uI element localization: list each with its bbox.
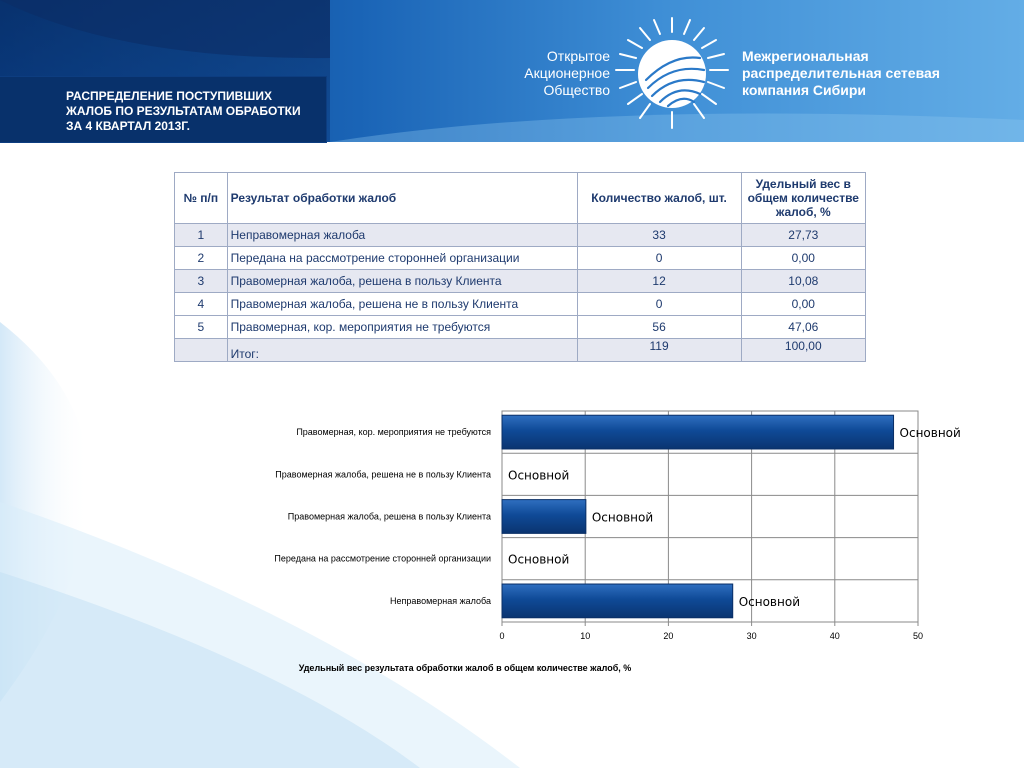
x-tick-label: 20 bbox=[663, 631, 674, 641]
category-label: Неправомерная жалоба bbox=[390, 595, 491, 606]
column-header: Результат обработки жалоб bbox=[227, 173, 577, 224]
data-bar bbox=[502, 415, 894, 449]
total-count: 119 bbox=[577, 339, 741, 362]
org-type-line: Открытое bbox=[546, 48, 610, 64]
row-result: Передана на рассмотрение сторонней организации bbox=[227, 247, 577, 270]
company-name-line: Межрегиональная bbox=[742, 48, 869, 64]
row-number: 5 bbox=[175, 316, 228, 339]
total-label: Итог: bbox=[227, 339, 577, 362]
total-share: 100,00 bbox=[741, 339, 865, 362]
row-result: Правомерная, кор. мероприятия не требуются bbox=[227, 316, 577, 339]
x-tick-label: 30 bbox=[746, 631, 757, 641]
row-number: 3 bbox=[175, 270, 228, 293]
row-result: Правомерная жалоба, решена в пользу Клиента bbox=[227, 270, 577, 293]
slide-title: РАСПРЕДЕЛЕНИЕ ПОСТУПИВШИХ ЖАЛОБ ПО РЕЗУЛЬТАТАМ ОБРАБОТКИ ЗА 4 КВАРТАЛ 2013Г. bbox=[66, 89, 301, 133]
row-share: 27,73 bbox=[741, 224, 865, 247]
x-tick-label: 10 bbox=[580, 631, 591, 641]
x-tick-label: 0 bbox=[499, 631, 505, 641]
data-bar bbox=[502, 584, 733, 618]
row-count: 33 bbox=[577, 224, 741, 247]
data-label: Основной bbox=[591, 510, 654, 525]
data-label: Основной bbox=[508, 468, 570, 483]
x-tick-label: 50 bbox=[912, 631, 924, 641]
data-label: Основной bbox=[508, 552, 570, 567]
category-label: Правомерная жалоба, решена в пользу Клиента bbox=[287, 511, 491, 522]
row-number: 1 bbox=[175, 224, 228, 247]
column-header: Количество жалоб, шт. bbox=[577, 173, 741, 224]
data-label: Основной bbox=[738, 594, 801, 609]
row-share: 47,06 bbox=[741, 316, 865, 339]
company-name-line: распределительная сетевая bbox=[742, 65, 940, 81]
org-type-line: Акционерное bbox=[524, 65, 610, 81]
row-share: 10,08 bbox=[741, 270, 865, 293]
x-tick-label: 40 bbox=[829, 631, 840, 641]
row-count: 0 bbox=[577, 247, 741, 270]
row-result: Неправомерная жалоба bbox=[227, 224, 577, 247]
column-header: № п/п bbox=[175, 173, 228, 224]
chart-axis-title: Удельный вес результата обработки жалоб в общем количестве жалоб, % bbox=[298, 663, 632, 673]
row-count: 0 bbox=[577, 293, 741, 316]
row-number: 2 bbox=[175, 247, 228, 270]
row-share: 0,00 bbox=[741, 247, 865, 270]
row-number: 4 bbox=[175, 293, 228, 316]
column-header: Удельный вес в общем количестве жалоб, % bbox=[741, 173, 865, 224]
category-label: Правомерная, кор. мероприятия не требуются bbox=[296, 427, 491, 438]
data-label: Основной bbox=[899, 426, 961, 441]
category-label: Передана на рассмотрение сторонней организации bbox=[274, 553, 491, 564]
data-bar bbox=[502, 500, 586, 534]
row-count: 56 bbox=[577, 316, 741, 339]
category-label: Правомерная жалоба, решена не в пользу Клиента bbox=[275, 469, 491, 480]
row-result: Правомерная жалоба, решена не в пользу Клиента bbox=[227, 293, 577, 316]
row-share: 0,00 bbox=[741, 293, 865, 316]
company-name-line: компания Сибири bbox=[742, 82, 867, 98]
row-count: 12 bbox=[577, 270, 741, 293]
org-type-line: Общество bbox=[543, 82, 610, 98]
